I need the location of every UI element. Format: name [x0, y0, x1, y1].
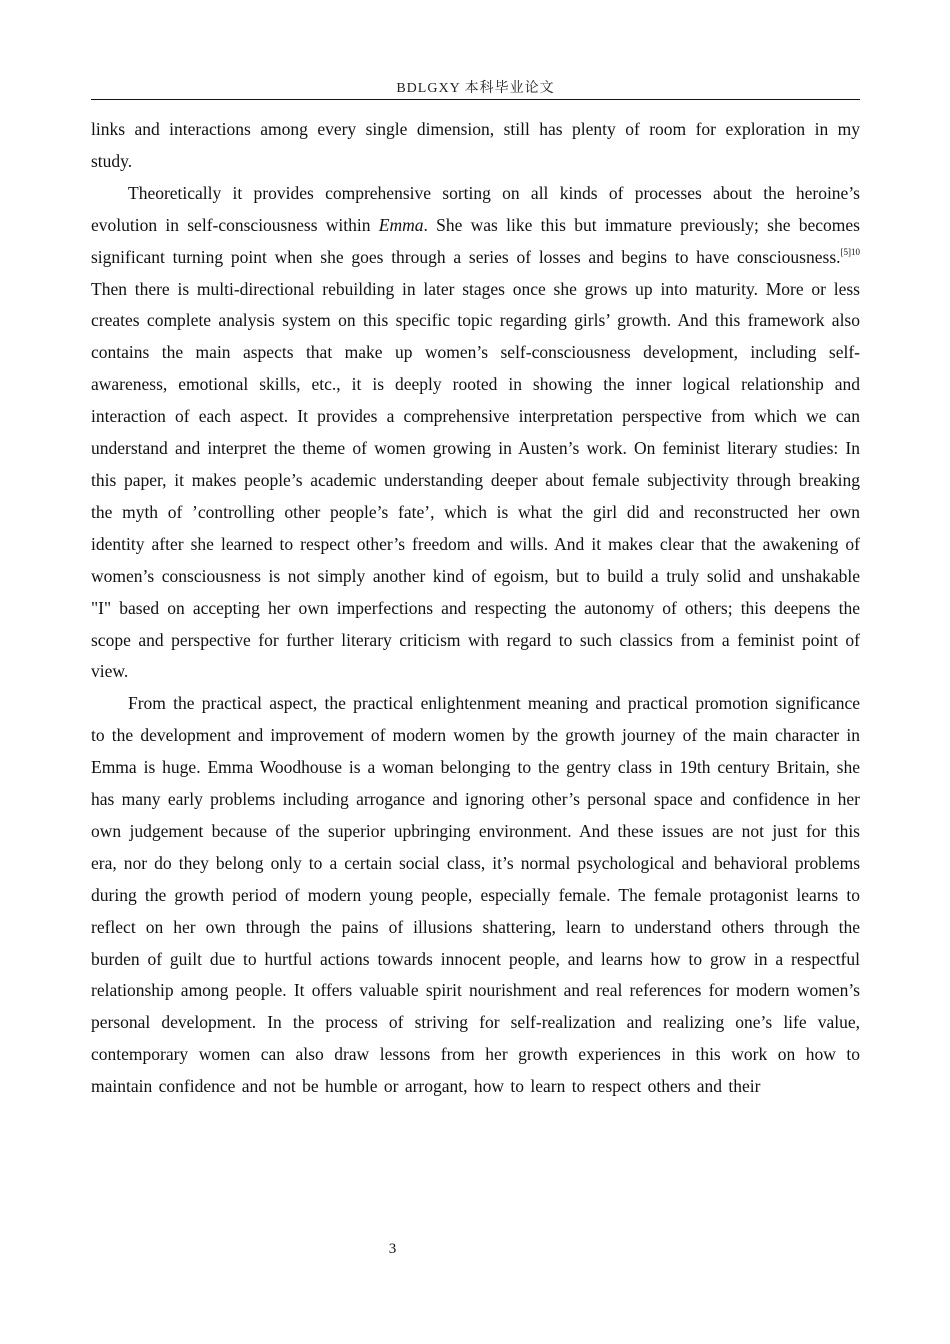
- page-number: 3: [388, 1241, 397, 1257]
- body-text: [91, 114, 860, 1103]
- paragraph-3: From the practical aspect, the practical enlightenment meaning and practical promotion significance to the development and improvement of modern women by the growth journey of the main character in Emma is huge. Emma Woodhouse is a woman belonging to the gentry class in 19th century Britain, she has many early problems including arrogance and ignoring other’s personal space and confidence in her own judgement because of the superior upbringing environment. And these issues are not just for this era, nor do they belong only to a certain social class, it’s normal psychological and behavioral problems during the growth period of modern young people, especially female. The female protagonist learns to reflect on her own through the pains of illusions shattering, learn to understand others through the burden of guilt due to hurtful actions towards innocent people, and learns how to grow in a respectful relationship among people. It offers valuable spirit nourishment and real references for modern women’s personal development. In the process of striving for self-realization and realizing one’s life value, contemporary women can also draw lessons from her growth experiences in this work on how to maintain confidence and not be humble or arrogant, how to learn to respect others and their: [91, 693, 860, 1097]
- paragraph-2-text-b: . She was like this but immature previously; she becomes significant turning point when she goes through a series of losses and begins to have consciousness.: [91, 214, 860, 267]
- book-title-emma: Emma: [378, 214, 424, 235]
- header-divider: [91, 99, 860, 100]
- paragraph-2-text-a: Theoretically it provides comprehensive sorting on all kinds of processes about the heroine’s evolution in self-consciousness within: [91, 182, 860, 235]
- paragraph-1: links and interactions among every single dimension, still has plenty of room for exploration in my study.: [91, 119, 860, 171]
- paragraph-2: [91, 178, 860, 689]
- paragraph-2-text-c: Then there is multi-directional rebuilding in later stages once she grows up into maturity. More or less creates complete analysis system on this specific topic regarding girls’ growth. And this framework also contains the main aspects that make up women’s self-consciousness development, including self-awareness, emotional skills, etc., it is deeply rooted in showing the inner logical relationship and interaction of each aspect. It provides a comprehensive interpretation perspective from which we can understand and interpret the theme of women growing in Austen’s work. On feminist literary studies: In this paper, it makes people’s academic understanding deeper about female subjectivity through breaking the myth of ’controlling other people’s fate’, which is what the girl did and reconstructed her own identity after she learned to respect other’s freedom and wills. And it makes clear that the awakening of women’s consciousness is not simply another kind of egoism, but to build a truly solid and unshakable "I" based on accepting her own imperfections and respecting the autonomy of others; this deepens the scope and perspective for further literary criticism with regard to such classics from a feminist point of view.: [91, 278, 860, 682]
- running-header: BDLGXY 本科毕业论文: [396, 81, 555, 96]
- citation-reference: [5]10: [840, 246, 860, 257]
